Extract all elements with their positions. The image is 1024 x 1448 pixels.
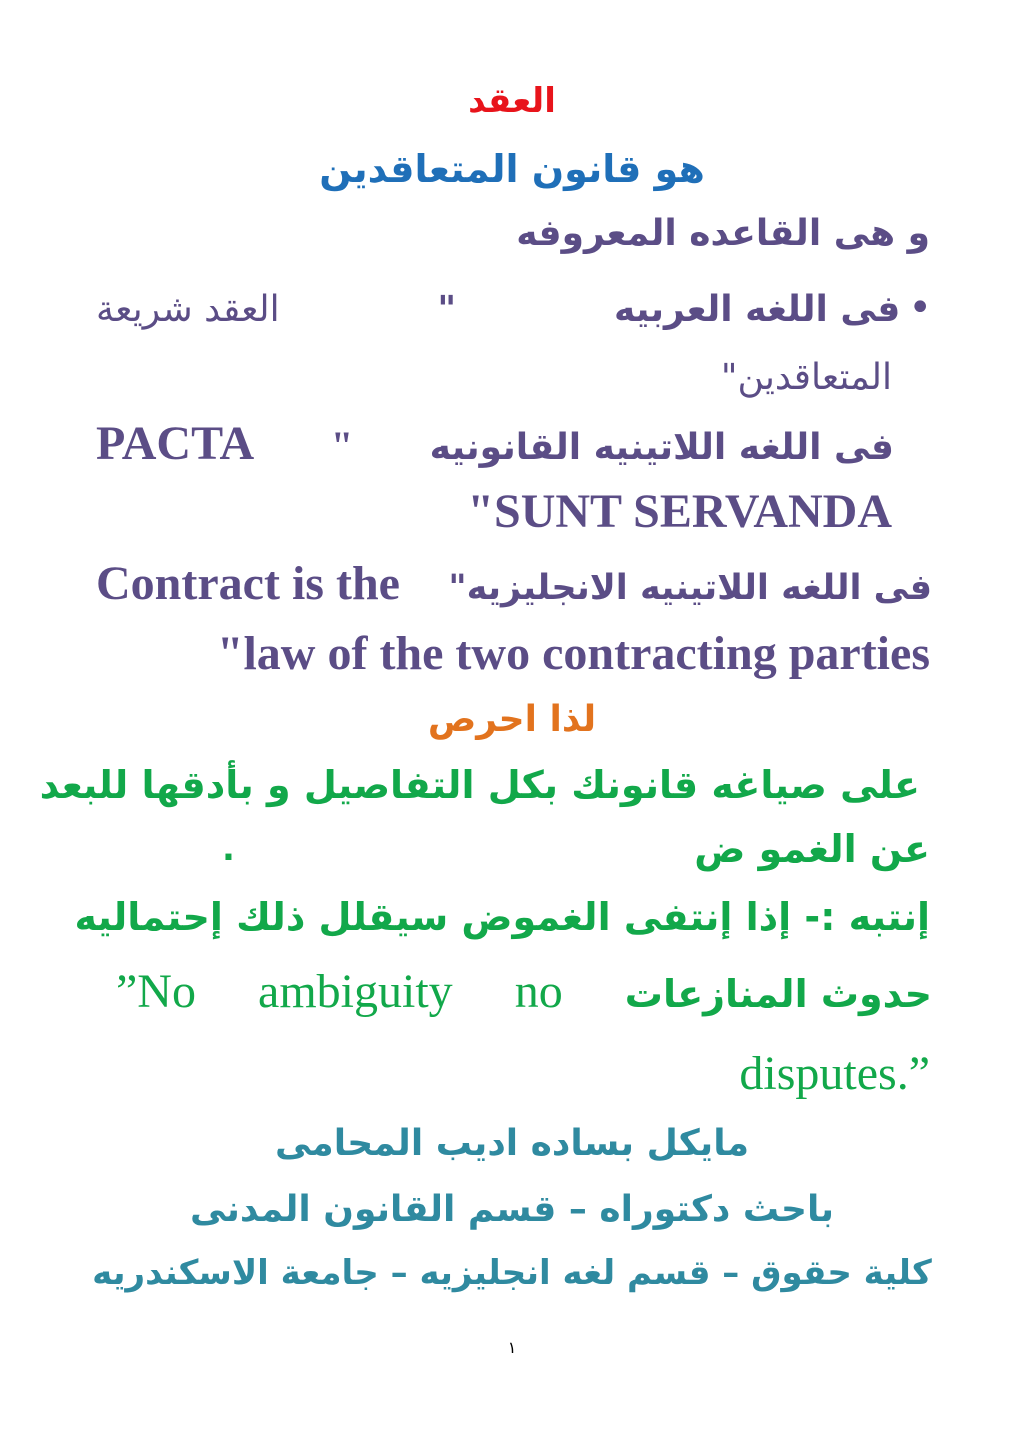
author-name: مايكل بساده اديب المحامى <box>275 1123 749 1164</box>
bullet-arabic-line <box>96 285 932 331</box>
bullet-icon: • <box>908 285 932 331</box>
bullet-label-group <box>614 285 932 331</box>
disputes-english-word2: ambiguity <box>258 965 453 1018</box>
disputes-line <box>116 965 932 1018</box>
page-number: ١ <box>507 1338 517 1357</box>
author-position: باحث دكتوراه – قسم القانون المدنى <box>189 1189 834 1230</box>
disputes-english-word3: no <box>514 965 563 1018</box>
document-subtitle: هو قانون المتعاقدين <box>319 147 705 191</box>
english-part2: "law of the two contracting parties <box>216 627 930 680</box>
latin-arabic-label: فى اللغه اللاتينيه القانونيه <box>429 427 894 468</box>
english-part1: Contract is the <box>96 557 400 610</box>
disputes-english-word1: ”No <box>116 965 196 1018</box>
rule-line: و هى القاعده المعروفه <box>516 213 930 254</box>
latin-line <box>96 417 894 470</box>
english-arabic-label: فى اللغه اللاتينيه الانجليزيه" <box>448 568 932 608</box>
disputes-english-end: disputes.” <box>739 1047 930 1100</box>
advice-line1: على صياغه قانونك بكل التفاصيل و بأدقها للبعد <box>39 763 920 807</box>
disputes-arabic: حدوث المنازعات <box>624 972 932 1016</box>
latin-rest: "SUNT SERVANDA <box>467 485 892 538</box>
saying-part1: العقد شريعة <box>96 289 280 330</box>
english-line <box>96 557 932 610</box>
latin-quote: " <box>330 423 354 468</box>
saying-part2: المتعاقدين" <box>720 357 892 398</box>
quote-open: " <box>437 289 457 330</box>
advice-dot: . <box>222 829 235 869</box>
advice-line2: عن الغمو ض <box>694 827 930 871</box>
warning-line: إنتبه :- إذا إنتفى الغموض سيقلل ذلك إحتماليه <box>74 895 930 939</box>
latin-word-pacta: PACTA <box>96 417 255 470</box>
care-heading: لذا احرص <box>427 699 597 740</box>
author-affiliation: كلية حقوق – قسم لغه انجليزيه – جامعة الاسكندريه <box>92 1253 932 1293</box>
arabic-language-label: فى اللغه العربيه <box>614 289 901 330</box>
document-title: العقد <box>468 81 556 121</box>
